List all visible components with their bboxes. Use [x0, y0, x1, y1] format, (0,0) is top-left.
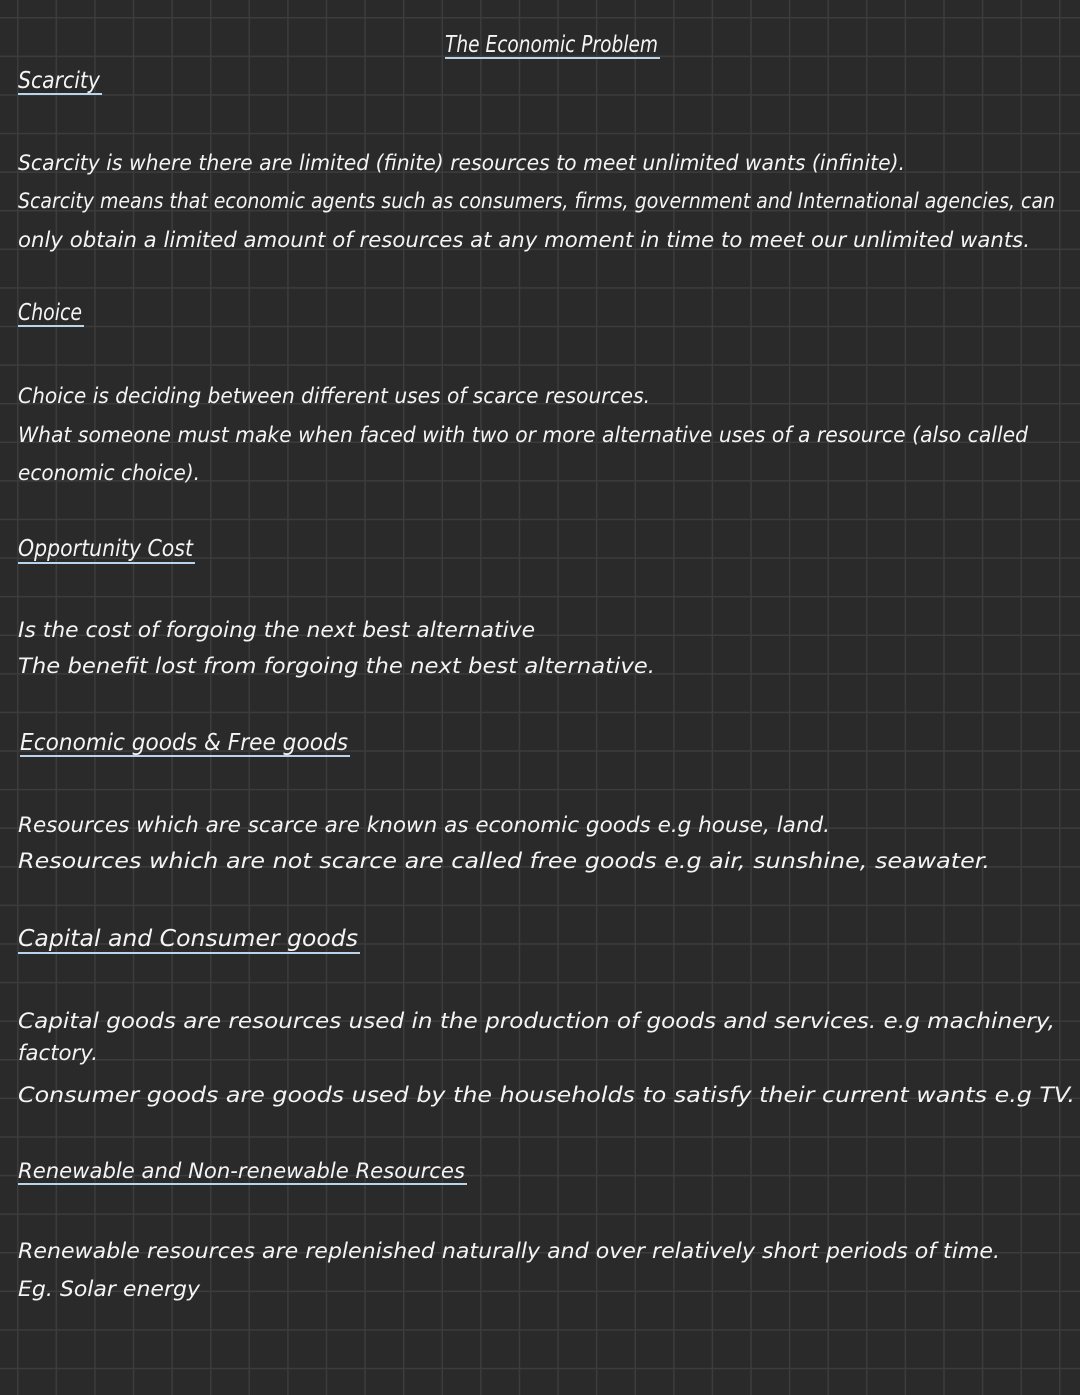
text-line: Resources which are not scarce are called free goods e.g air, sunshine, seawater. — [18, 849, 990, 873]
text-line: factory. — [18, 1041, 98, 1065]
text-line: Resources which are scarce are known as economic goods e.g house, land. — [18, 813, 830, 837]
text-line: only obtain a limited amount of resources at any moment in time to meet our unlimited wants. — [18, 228, 1030, 252]
text-line: Eg. Solar energy — [18, 1277, 201, 1301]
heading-capital-consumer-goods: Capital and Consumer goods — [18, 926, 359, 952]
text-line: Scarcity is where there are limited (finite) resources to meet unlimited wants (infinite). — [18, 151, 905, 175]
text-line: Capital goods are resources used in the production of goods and services. e.g machinery, — [18, 1009, 1055, 1033]
text-line: Is the cost of forgoing the next best alternative — [18, 618, 535, 642]
heading-opportunity-cost: Opportunity Cost — [18, 536, 194, 562]
text-line: What someone must make when faced with two or more alternative uses of a resource (also called — [18, 423, 1029, 447]
text-line: Consumer goods are goods used by the households to satisfy their current wants e.g TV. — [18, 1083, 1075, 1107]
text-line: economic choice). — [18, 461, 200, 485]
text-line: Renewable resources are replenished naturally and over relatively short periods of time. — [18, 1239, 1001, 1263]
heading-renewable-resources: Renewable and Non-renewable Resources — [18, 1159, 466, 1183]
page-title: The Economic Problem — [445, 32, 658, 58]
heading-choice: Choice — [18, 300, 82, 326]
heading-scarcity: Scarcity — [18, 68, 101, 94]
heading-economic-free-goods: Economic goods & Free goods — [20, 730, 349, 756]
text-line: Choice is deciding between different uses of scarce resources. — [18, 384, 650, 408]
text-line: Scarcity means that economic agents such as consumers, firms, government and International agencies, can — [18, 189, 1055, 213]
text-line: The benefit lost from forgoing the next best alternative. — [18, 654, 655, 678]
